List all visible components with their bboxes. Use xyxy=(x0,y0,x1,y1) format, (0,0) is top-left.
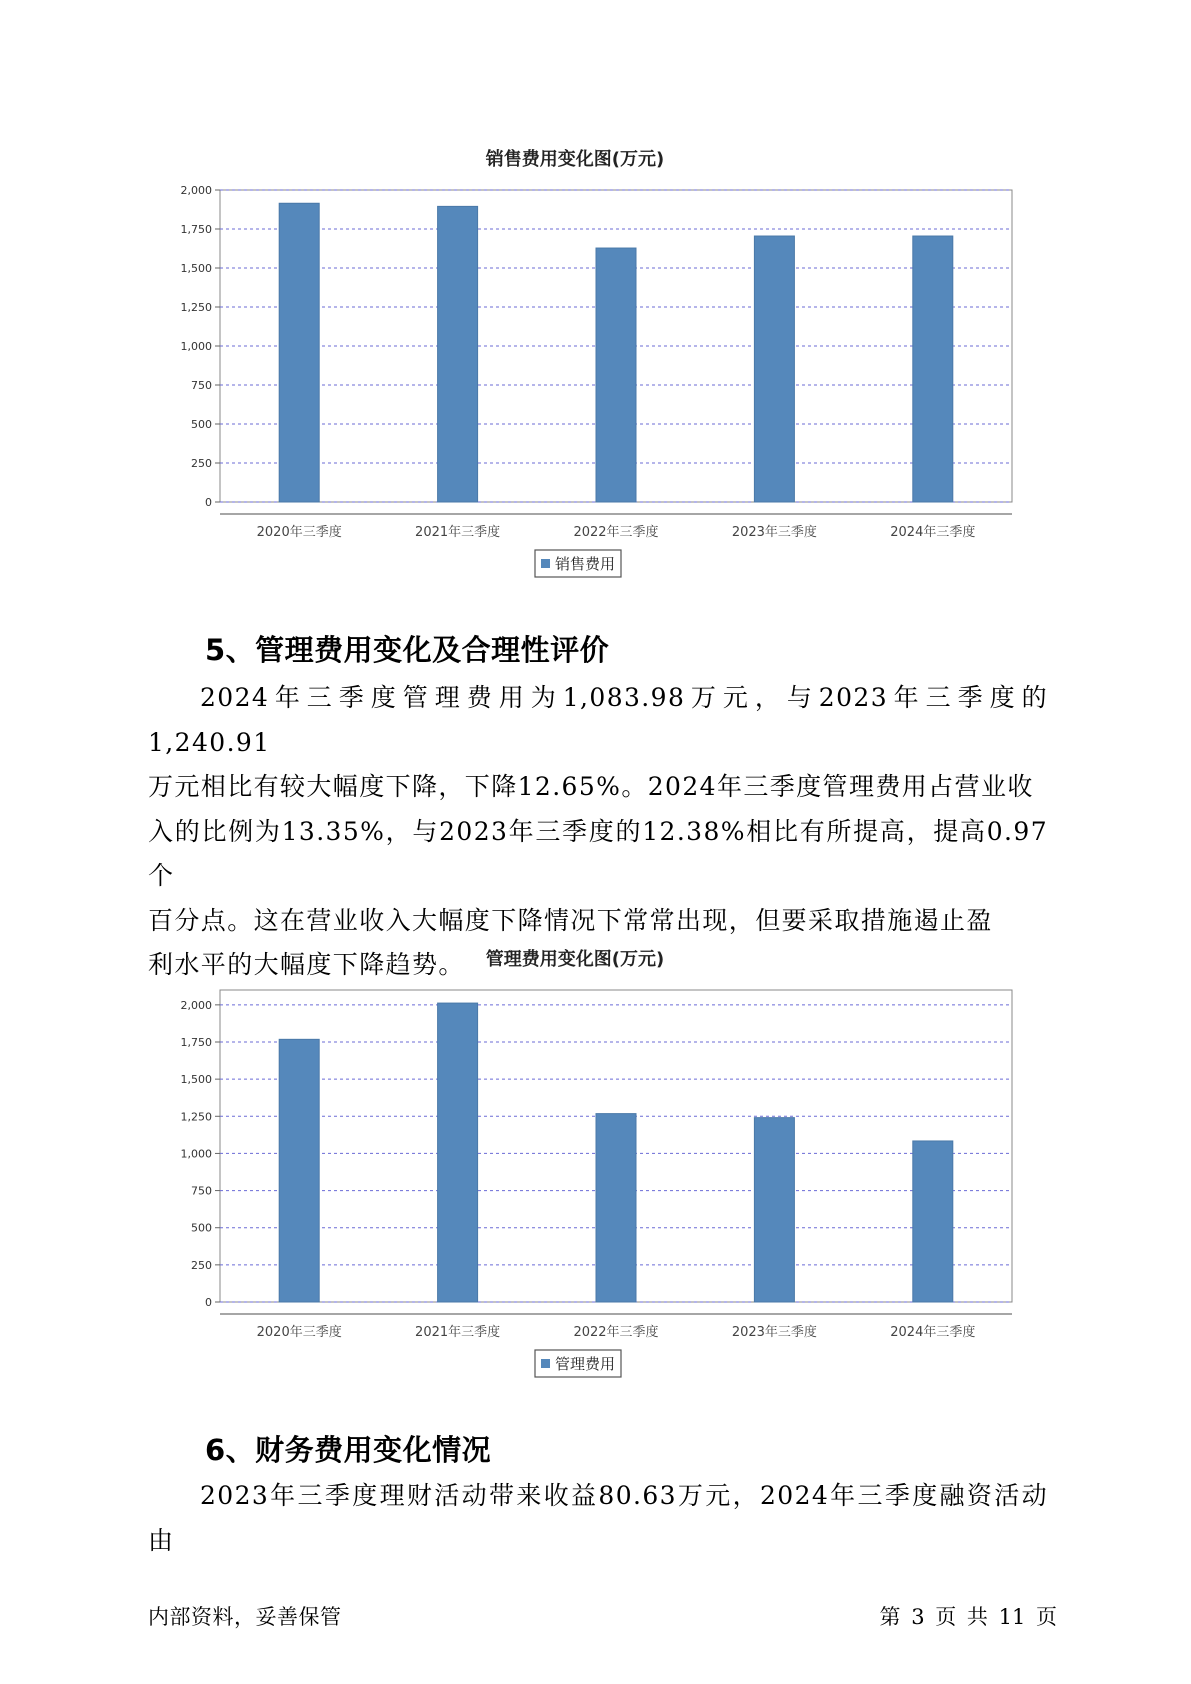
y-tick-label: 1,250 xyxy=(180,301,212,314)
y-tick-label: 0 xyxy=(205,1296,212,1309)
para-line: 百分点。这在营业收入大幅度下降情况下常常出现，但要采取措施遏止盈 xyxy=(148,905,993,935)
y-tick-label: 750 xyxy=(191,379,212,392)
footer-confidential: 内部资料，妥善保管 xyxy=(148,1605,342,1629)
bar xyxy=(913,236,953,502)
bar xyxy=(596,248,636,502)
legend-swatch xyxy=(541,559,550,568)
para-line: 利水平的大幅度下降趋势。 xyxy=(148,950,465,979)
y-tick-label: 1,250 xyxy=(180,1110,212,1124)
y-tick-label: 2,000 xyxy=(180,184,212,197)
x-tick-label: 2020年三季度 xyxy=(256,1325,342,1340)
bar xyxy=(279,203,319,502)
bar xyxy=(913,1141,953,1302)
y-tick-label: 1,000 xyxy=(180,1147,212,1161)
legend-label: 销售费用 xyxy=(555,555,616,573)
bar xyxy=(279,1039,319,1302)
x-tick-label: 2020年三季度 xyxy=(256,525,342,540)
chart-title: 销售费用变化图(万元) xyxy=(485,149,665,170)
para-line: 万元相比有较大幅度下降，下降12.65%。2024年三季度管理费用占营业收 xyxy=(148,772,1034,801)
section6-paragraph xyxy=(148,1474,1048,1563)
section6-heading: 6、财务费用变化情况 xyxy=(205,1433,492,1467)
y-tick-label: 250 xyxy=(191,1258,212,1272)
bar xyxy=(596,1114,636,1302)
y-tick-label: 1,500 xyxy=(180,1073,212,1087)
y-tick-label: 1,000 xyxy=(180,340,212,353)
y-tick-label: 250 xyxy=(191,457,212,470)
x-tick-label: 2022年三季度 xyxy=(573,1325,659,1340)
y-tick-label: 1,500 xyxy=(180,262,212,275)
x-tick-label: 2023年三季度 xyxy=(731,1325,817,1340)
bar xyxy=(438,1003,478,1302)
x-tick-label: 2023年三季度 xyxy=(731,525,817,540)
section5-heading: 5、管理费用变化及合理性评价 xyxy=(205,633,610,667)
y-tick-label: 1,750 xyxy=(180,1036,212,1049)
para-line: 入的比例为13.35%，与2023年三季度的12.38%相比有所提高，提高0.97个 xyxy=(148,816,1048,890)
x-tick-label: 2021年三季度 xyxy=(415,1325,501,1340)
sales-expense-chart xyxy=(150,130,1020,573)
para-line: 2023年三季度理财活动带来收益80.63万元，2024年三季度融资活动由 xyxy=(148,1481,1048,1555)
chart-title: 管理费用变化图(万元) xyxy=(485,949,665,970)
legend-swatch xyxy=(541,1359,550,1368)
y-tick-label: 1,750 xyxy=(180,223,212,236)
y-tick-label: 500 xyxy=(191,1221,212,1235)
bar xyxy=(754,236,794,502)
para-line: 2024年三季度管理费用为1,083.98万元，与2023年三季度的1,240.91 xyxy=(148,683,1048,757)
sales-chart-svg xyxy=(150,130,1020,573)
x-tick-label: 2024年三季度 xyxy=(890,525,976,540)
x-tick-label: 2022年三季度 xyxy=(573,525,659,540)
admin-chart-svg xyxy=(150,930,1020,1373)
admin-expense-chart xyxy=(150,930,1020,1373)
y-tick-label: 2,000 xyxy=(180,998,212,1012)
y-tick-label: 750 xyxy=(191,1184,212,1198)
x-tick-label: 2021年三季度 xyxy=(415,525,501,540)
y-tick-label: 500 xyxy=(191,418,212,431)
y-tick-label: 0 xyxy=(205,496,212,509)
footer-page-number: 第 3 页 共 11 页 xyxy=(879,1605,1057,1629)
x-tick-label: 2024年三季度 xyxy=(890,1325,976,1340)
bar xyxy=(438,206,478,502)
bar xyxy=(754,1118,794,1302)
legend-label: 管理费用 xyxy=(555,1355,616,1373)
